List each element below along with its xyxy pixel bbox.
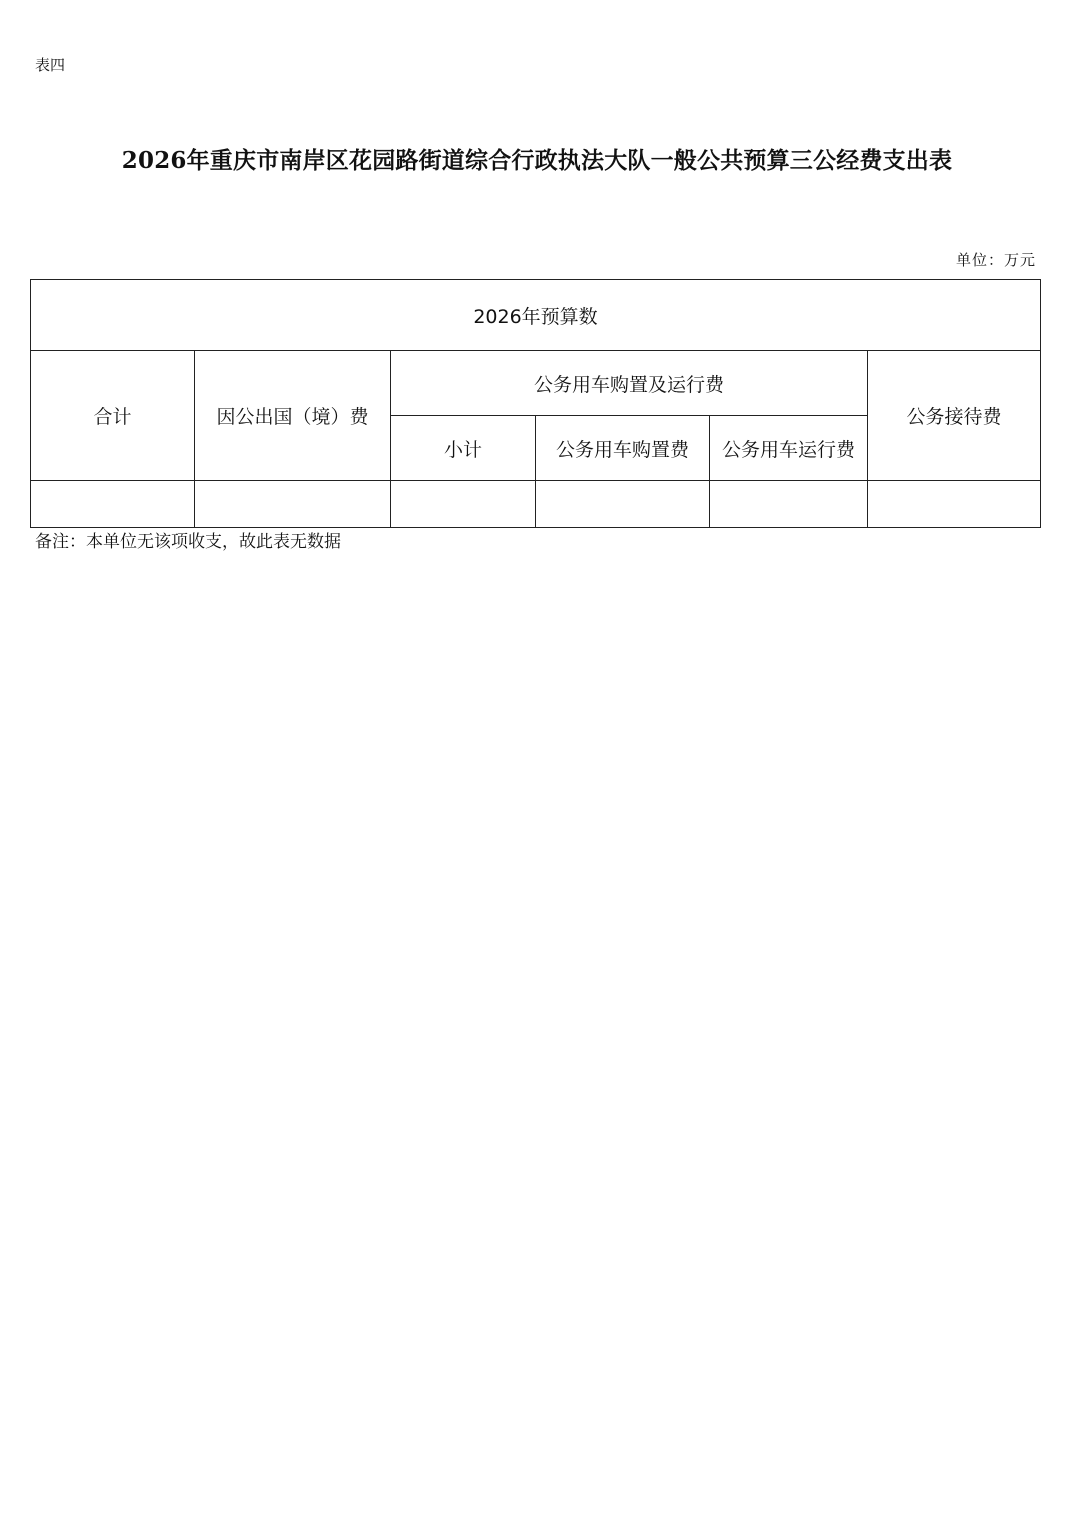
footnote: 备注：本单位无该项收支，故此表无数据 [35, 532, 341, 552]
table-header-row-year [31, 280, 1041, 351]
cell-overseas-travel [195, 481, 391, 528]
header-vehicle-operation: 公务用车运行费 [710, 416, 868, 481]
page-title: 2026年重庆市南岸区花园路街道综合行政执法大队一般公共预算三公经费支出表 [121, 147, 953, 174]
cell-reception [868, 481, 1041, 528]
header-year-budget: 2026年预算数 [31, 280, 1041, 351]
budget-table [30, 279, 1041, 528]
header-vehicle-group: 公务用车购置及运行费 [391, 351, 868, 416]
table-number-label: 表四 [35, 56, 66, 74]
cell-subtotal [391, 481, 536, 528]
unit-label: 单位：万元 [955, 251, 1036, 269]
table-header-row-1 [31, 351, 1041, 416]
header-subtotal: 小计 [391, 416, 536, 481]
header-total: 合计 [31, 351, 195, 481]
header-vehicle-purchase: 公务用车购置费 [536, 416, 710, 481]
cell-vehicle-purchase [536, 481, 710, 528]
cell-vehicle-operation [710, 481, 868, 528]
header-overseas-travel: 因公出国（境）费 [195, 351, 391, 481]
header-reception: 公务接待费 [868, 351, 1041, 481]
table-row [31, 481, 1041, 528]
cell-total [31, 481, 195, 528]
